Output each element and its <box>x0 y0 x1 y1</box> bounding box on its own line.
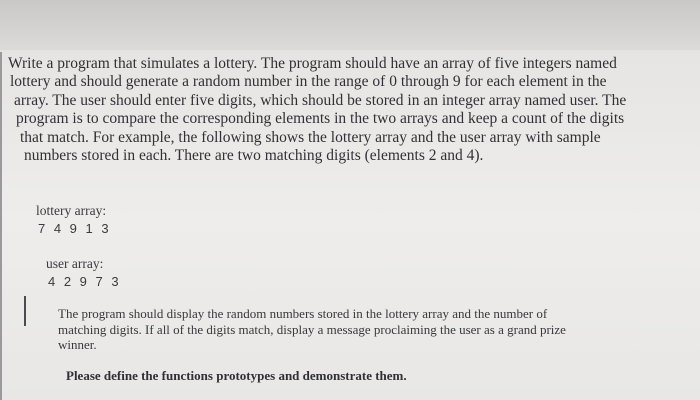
display-line: The program should display the random numbers stored in the lottery array and the number of <box>58 306 548 321</box>
paragraph-line: array. The user should enter five digits, which should be stored in an integer array named user. The <box>14 91 627 109</box>
display-paragraph <box>58 306 678 353</box>
user-array-label: user array: <box>46 256 104 271</box>
paragraph-line: lottery and should generate a random number in the range of 0 through 9 for each element in the <box>10 73 607 91</box>
top-shade <box>0 0 700 50</box>
paragraph-line: that match. For example, the following shows the lottery array and the user array with sample <box>20 128 601 146</box>
left-border <box>0 52 2 400</box>
paragraph-line: program is to compare the corresponding elements in the two arrays and keep a count of the digits <box>16 110 625 128</box>
display-line: winner. <box>58 337 97 352</box>
paragraph-line: numbers stored in each. There are two matching digits (elements 2 and 4). <box>24 147 484 165</box>
text-cursor <box>24 296 26 326</box>
user-array-digits: 4 2 9 7 3 <box>48 274 122 289</box>
display-line: matching digits. If all of the digits match, display a message proclaiming the user as a grand prize <box>58 321 566 337</box>
instruction-text: Please define the functions prototypes and demonstrate them. <box>66 368 407 383</box>
problem-paragraph <box>8 55 696 165</box>
lottery-array-label: lottery array: <box>36 203 107 218</box>
paragraph-line: Write a program that simulates a lottery. The program should have an array of five integers named <box>8 55 617 72</box>
lottery-array-digits: 7 4 9 1 3 <box>38 221 112 236</box>
